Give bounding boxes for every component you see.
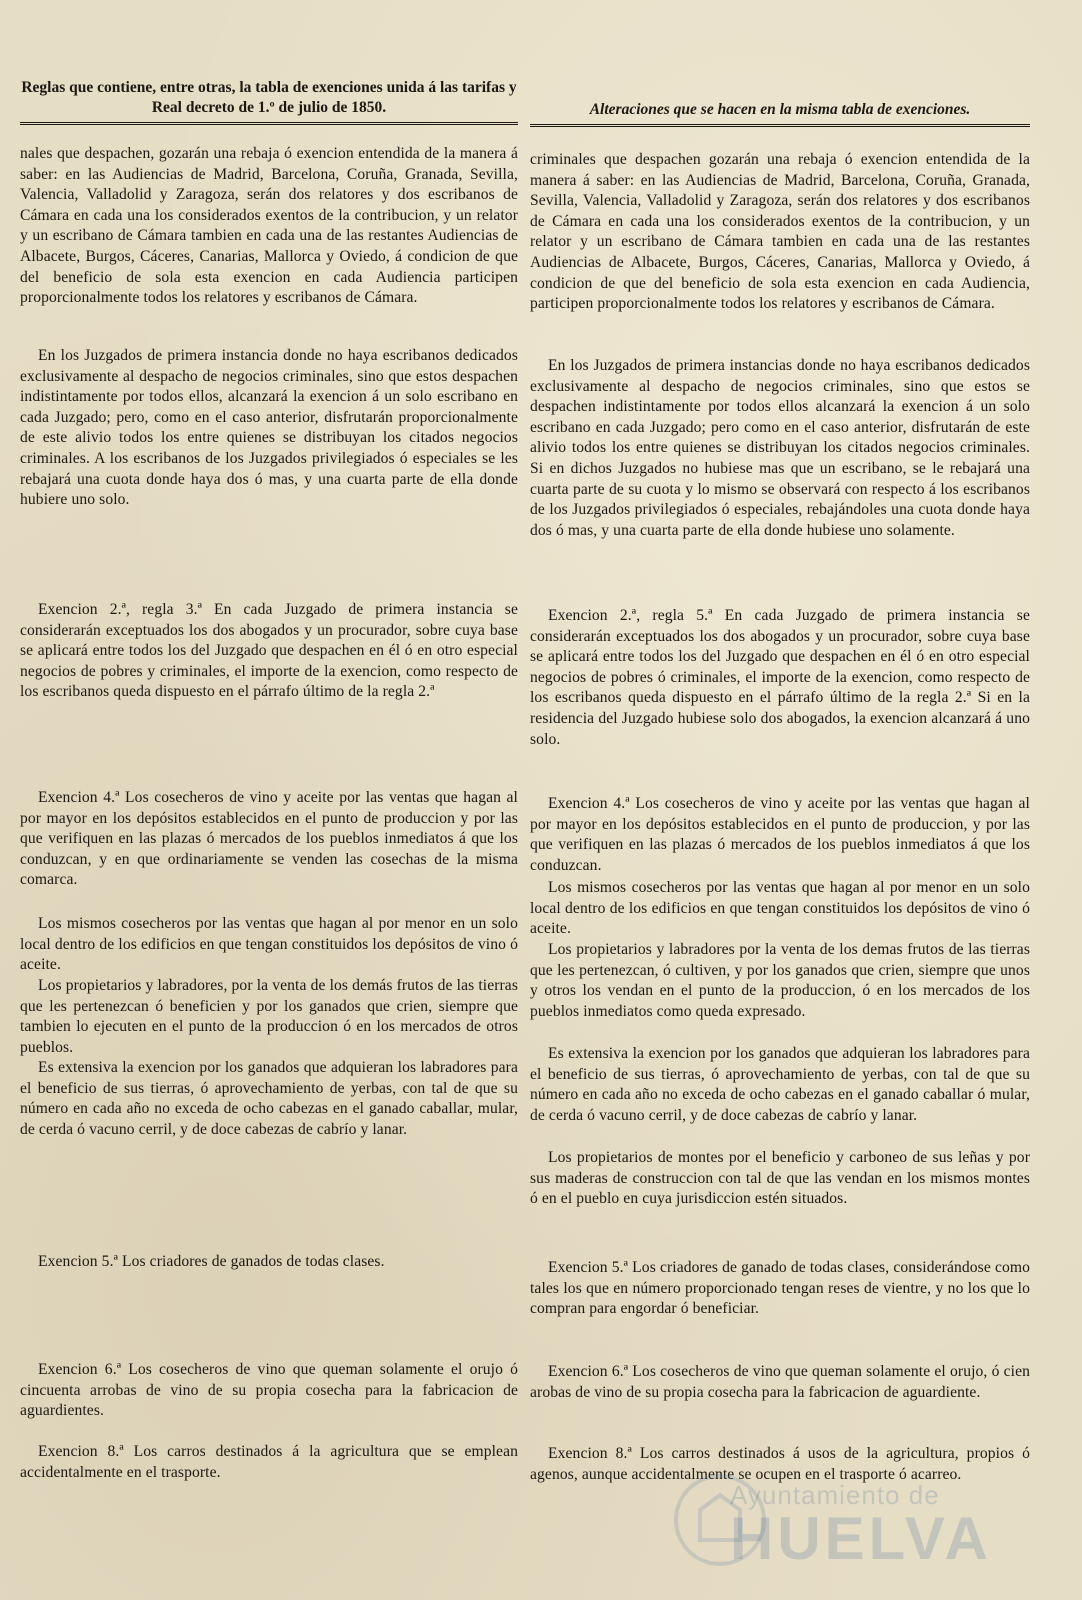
left-paragraph-2: En los Juzgados de primera instancia donde no haya escribanos dedicados exclusivamente al despacho de negocios criminales, sino que estos despachen indistintamente por todos ellos, alcanzará la exencion á un solo escribano en cada Juzgado; pero, como en el caso anterior, disfrutarán proporcionalmente de este alivio todos los entre quienes se distribuyan los citados negocios criminales. A los escribanos de los Juzgados privilegiados ó especiales se les rebajará una cuota donde haya dos ó mas, y una cuarta parte de ella donde hubiere uno solo. — [20, 347, 518, 509]
right-paragraph-propietarios: Los propietarios y labradores por la venta de los demas frutos de las tierras que les pertenezcan, ó cultiven, y por los ganados que crien, siempre que unos y otros los vendan en el punto de la produccion, ó en los mercados de los pueblos inmediatos como queda expresado. — [530, 941, 1030, 1020]
left-paragraph-propietarios: Los propietarios y labradores, por la venta de los demás frutos de las tierras que les pertenezcan ó beneficien y por los ganados que crien, siempre que tambien lo ejecuten en el punto de la produccion ó en los mercados de otros pueblos. — [20, 977, 518, 1056]
left-paragraph-cosecheros: Los mismos cosecheros por las ventas que hagan al por menor en un solo local dentro de los edificios en que tengan constituidos los depósitos de vino ó aceite. — [20, 915, 518, 974]
right-paragraph-1: criminales que despachen gozarán una rebaja ó exencion entendida de la manera á saber: en las Audiencias de Madrid, Barcelona, Coruña, Granada, Sevilla, Valencia, Valladolid y Zaragoza, serán dos relatores y dos escribanos de Cámara en cada una los considerados exentos de la contribucion, y un relator y un escribano de Cámara tambien en cada una de las restantes Audiencias de Albacete, Burgos, Cáceres, Canarias, Mallorca y Oviedo, á condicion de que del beneficio de sola esta exencion en cada Audiencia, participen proporcionalmente todos los relatores y escribanos de Cámara. — [530, 151, 1030, 313]
left-paragraph-exencion-2: Exencion 2.ª, regla 3.ª En cada Juzgado de primera instancia se considerarán exceptuados los dos abogados y un procurador, sobre cuya base se aplicará entre todos los del Juzgado que despachen en él ó en otro especial negocios de pobres y criminales, el importe de la exencion, como respecto de los escribanos queda dispuesto en el párrafo último de la regla 2.ª — [20, 601, 518, 701]
right-paragraph-exencion-5: Exencion 5.ª Los criadores de ganado de todas clases, considerándose como tales los que en número proporcionado tengan reses de vientre, y no los que lo compran para engordar ó beneficiar. — [530, 1259, 1030, 1318]
left-column — [20, 0, 518, 1600]
right-paragraph-exencion-2: Exencion 2.ª, regla 5.ª En cada Juzgado de primera instancia se considerarán exceptuados los dos abogados y un procurador, sobre cuya base se aplicará entre todos los del Juzgado que despachen en él ó en otro especial negocios de pobres ó criminales, el importe de la exencion, como respecto de los escribanos queda dispuesto en el párrafo último de la regla 2.ª Si en la residencia del Juzgado hubiese solo dos abogados, la exencion alcanzará á uno solo. — [530, 607, 1030, 748]
right-paragraph-2: En los Juzgados de primera instancias donde no haya escribanos dedicados exclusivamente al despacho de negocios criminales, sino que estos se despachen indistintamente por todos ellos alcanzará la exencion á un solo escribano en cada Juzgado; pero como en el caso anterior, disfrutarán de este alivio todos los entre quienes se distribuyan los citados negocios criminales. Si en dichos Juzgados no hubiese mas que un escribano, se le rebajará una cuarta parte de su cuota y lo mismo se observará con respecto á los escribanos de los Juzgados privilegiados ó especiales, rebajándoles una cuota donde haya dos ó mas, y una cuarta parte de ella donde hubiese uno solamente. — [530, 357, 1030, 539]
right-paragraph-exencion-6: Exencion 6.ª Los cosecheros de vino que queman solamente el orujo, ó cien arobas de vino de su propia cosecha para la fabricacion de aguardiente. — [530, 1363, 1030, 1401]
right-paragraph-exencion-4: Exencion 4.ª Los cosecheros de vino y aceite por las ventas que hagan al por mayor en los depósitos establecidos en el punto de produccion, y por las que verifiquen en las plazas ó mercados de los pueblos inmediatos á que los conduzcan. — [530, 795, 1030, 874]
left-paragraph-exencion-8: Exencion 8.ª Los carros destinados á la agricultura que se emplean accidentalmente en el trasporte. — [20, 1443, 518, 1481]
left-column-header: Reglas que contiene, entre otras, la tabla de exenciones unida á las tarifas y Real decreto de 1.º de julio de 1850. — [20, 78, 518, 125]
left-paragraph-exencion-6: Exencion 6.ª Los cosecheros de vino que queman solamente el orujo ó cincuenta arrobas de vino de su propia cosecha para la fabricacion de aguardientes. — [20, 1361, 518, 1420]
left-paragraph-ganados: Es extensiva la exencion por los ganados que adquieran los labradores para el beneficio de sus tierras, ó aprovechamiento de yerbas, con tal de que su número en cada año no exceda de ocho cabezas en el ganado caballar, mular, de cerda ó vacuno cerril, y de doce cabezas de cabrío y lanar. — [20, 1059, 518, 1138]
right-column — [530, 0, 1030, 1600]
right-paragraph-montes: Los propietarios de montes por el beneficio y carboneo de sus leñas y por sus maderas de construccion con tal de que las vendan en los mismos montes ó en el pueblo en cuya jurisdiccion estén situados. — [530, 1149, 1030, 1208]
right-paragraph-exencion-8: Exencion 8.ª Los carros destinados á usos de la agricultura, propios ó agenos, aunque accidentalmente se ocupen en el trasporte ó acarreo. — [530, 1445, 1030, 1483]
archive-watermark — [730, 1480, 1030, 1570]
right-column-header: Alteraciones que se hacen en la misma tabla de exenciones. — [530, 100, 1030, 127]
left-paragraph-exencion-4: Exencion 4.ª Los cosecheros de vino y aceite por las ventas que hagan al por mayor en los depósitos establecidos en el punto de produccion y por las que verifiquen en las plazas ó mercados de los pueblos inmediatos á que los conduzcan, y en que ordinariamente se venden las cosechas de la misma comarca. — [20, 789, 518, 889]
right-paragraph-cosecheros: Los mismos cosecheros por las ventas que hagan al por menor en un solo local dentro de los edificios en que tengan constituidos los depósitos de vino ó aceite. — [530, 879, 1030, 938]
watermark-line-2: HUELVA — [730, 1505, 992, 1572]
watermark-line-1: Ayuntamiento de — [730, 1480, 940, 1510]
left-paragraph-1: nales que despachen, gozarán una rebaja ó exencion entendida de la manera á saber: en las Audiencias de Madrid, Barcelona, Coruña, Granada, Sevilla, Valencia, Valladolid y Zaragoza, serán dos relatores y dos escribanos de Cámara en cada una los considerados exentos de la contribucion, y un relator y un escribano de Cámara tambien en cada una de las restantes Audiencias de Albacete, Burgos, Cáceres, Canarias, Mallorca y Oviedo, á condicion de que del beneficio de sola esta exencion en cada Audiencia participen proporcionalmente todos los relatores y escribanos de Cámara. — [20, 145, 518, 307]
left-paragraph-exencion-5: Exencion 5.ª Los criadores de ganados de todas clases. — [38, 1253, 385, 1270]
right-paragraph-ganados: Es extensiva la exencion por los ganados que adquieran los labradores para el beneficio de sus tierras, ó aprovechamiento de yerbas, con tal de que su número en cada año no exceda de ocho cabezas en el ganado caballar ó mular, de cerda ó vacuno cerril, y de doce cabezas de cabrío y lanar. — [530, 1045, 1030, 1124]
